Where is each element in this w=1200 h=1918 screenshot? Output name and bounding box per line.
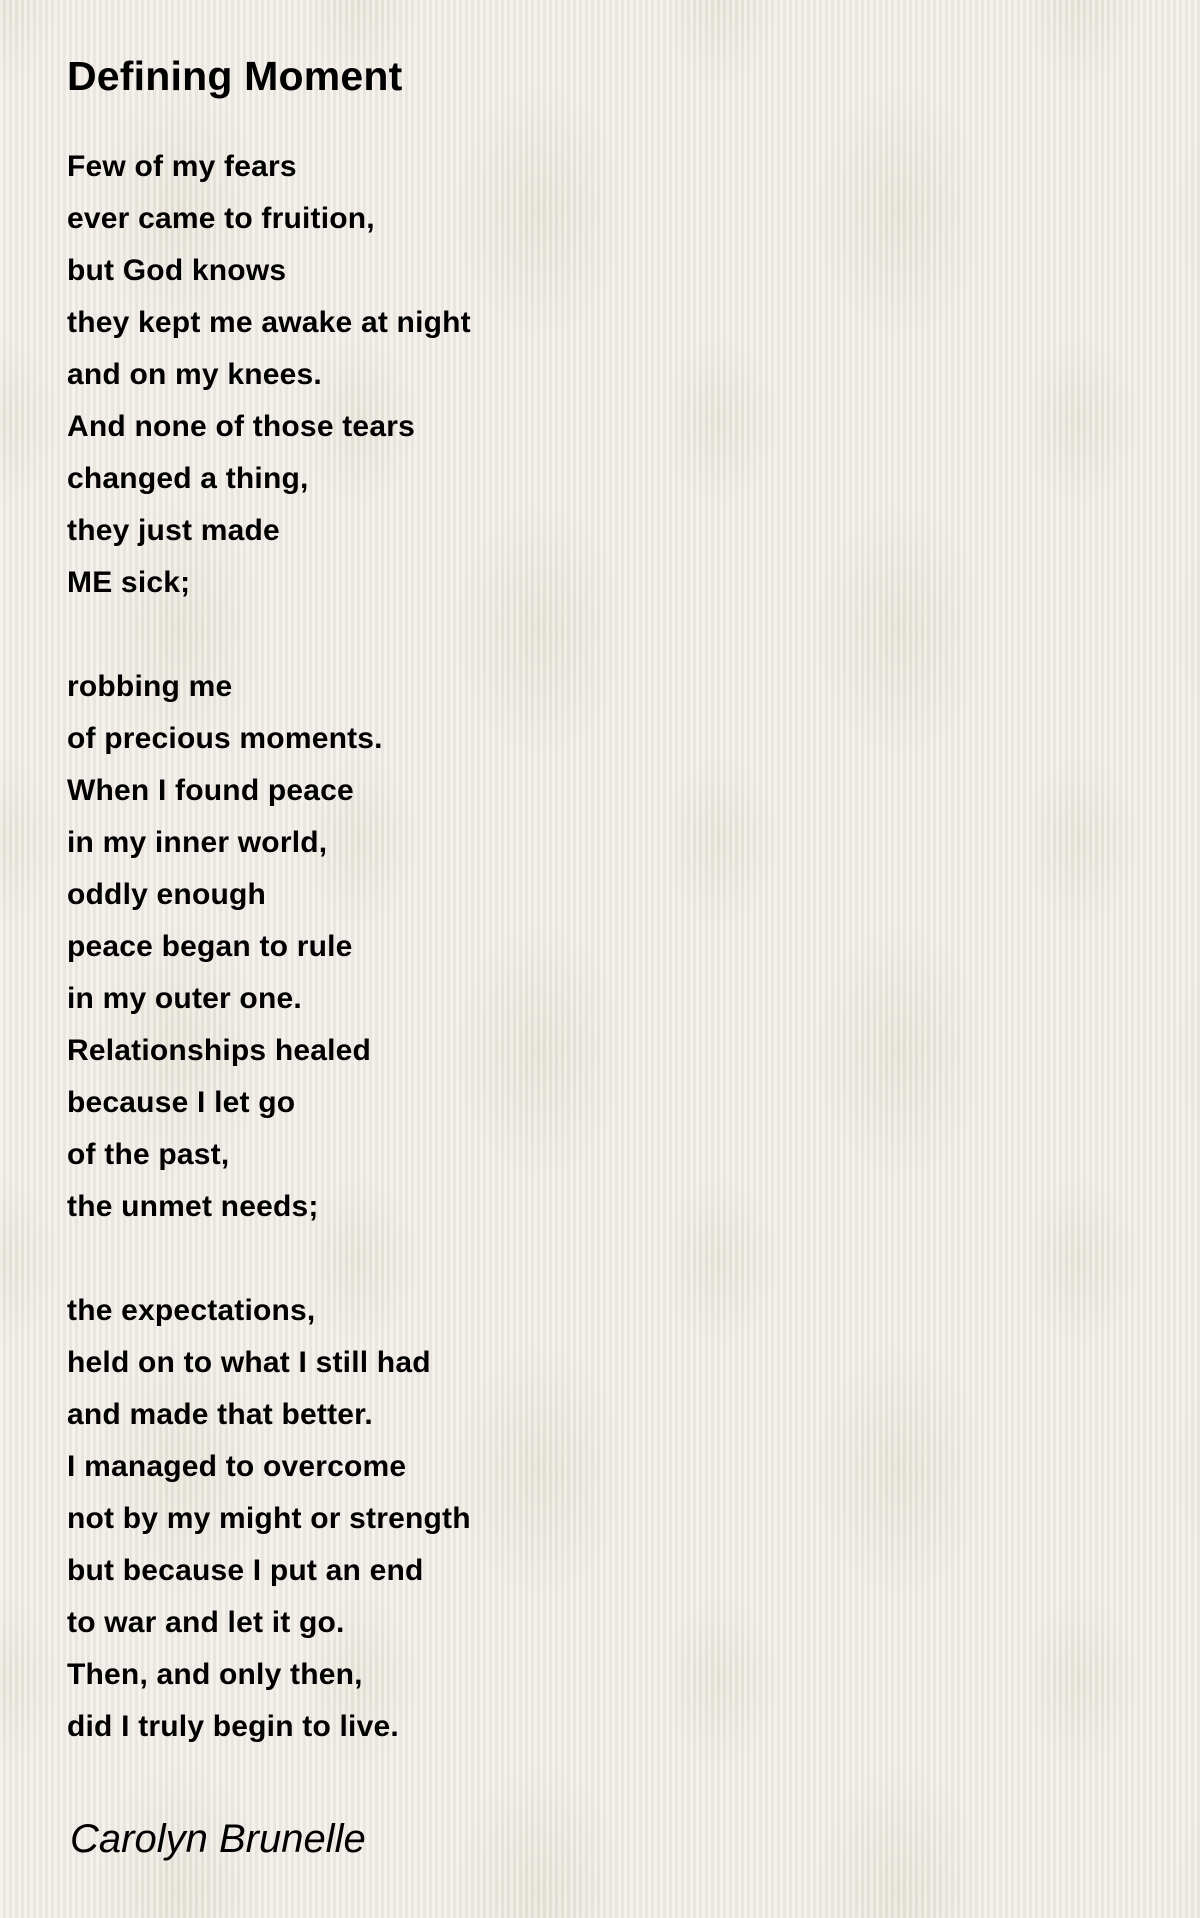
poem-line: the unmet needs; xyxy=(67,1190,319,1224)
poem-line: of precious moments. xyxy=(67,722,383,756)
poem-line: not by my might or strength xyxy=(67,1502,471,1536)
poem-line: held on to what I still had xyxy=(67,1346,431,1380)
poem-line: did I truly begin to live. xyxy=(67,1710,399,1744)
poem-line: When I found peace xyxy=(67,774,354,808)
poem-line: in my inner world, xyxy=(67,826,328,860)
poem-line: in my outer one. xyxy=(67,982,302,1016)
poem-line: because I let go xyxy=(67,1086,296,1120)
poem-line: of the past, xyxy=(67,1138,230,1172)
poem-line: and made that better. xyxy=(67,1398,373,1432)
poem-line: And none of those tears xyxy=(67,410,415,444)
poem-line: they kept me awake at night xyxy=(67,306,471,340)
poem-line: but God knows xyxy=(67,254,287,288)
poem-line: they just made xyxy=(67,514,280,548)
poem-line: but because I put an end xyxy=(67,1554,424,1588)
poem-line: peace began to rule xyxy=(67,930,353,964)
poem-line: I managed to overcome xyxy=(67,1450,407,1484)
stanza-1 xyxy=(67,141,1127,609)
poem-line: robbing me xyxy=(67,670,233,704)
poem-line: the expectations, xyxy=(67,1294,316,1328)
poem-line: ever came to fruition, xyxy=(67,202,375,236)
poem-line: ME sick; xyxy=(67,566,191,600)
poem-line: Few of my fears xyxy=(67,150,297,184)
poem-line: to war and let it go. xyxy=(67,1606,345,1640)
poem-title: Defining Moment xyxy=(67,53,403,99)
stanza-3 xyxy=(67,1285,1127,1753)
poem-line: and on my knees. xyxy=(67,358,322,392)
poem-body xyxy=(67,141,1127,1753)
stanza-2 xyxy=(67,661,1127,1233)
poem-line: Then, and only then, xyxy=(67,1658,363,1692)
poem-line: oddly enough xyxy=(67,878,267,912)
poem-line: Relationships healed xyxy=(67,1034,372,1068)
poem-author: Carolyn Brunelle xyxy=(70,1817,366,1861)
poem-page xyxy=(67,52,1127,1805)
poem-line: changed a thing, xyxy=(67,462,309,496)
